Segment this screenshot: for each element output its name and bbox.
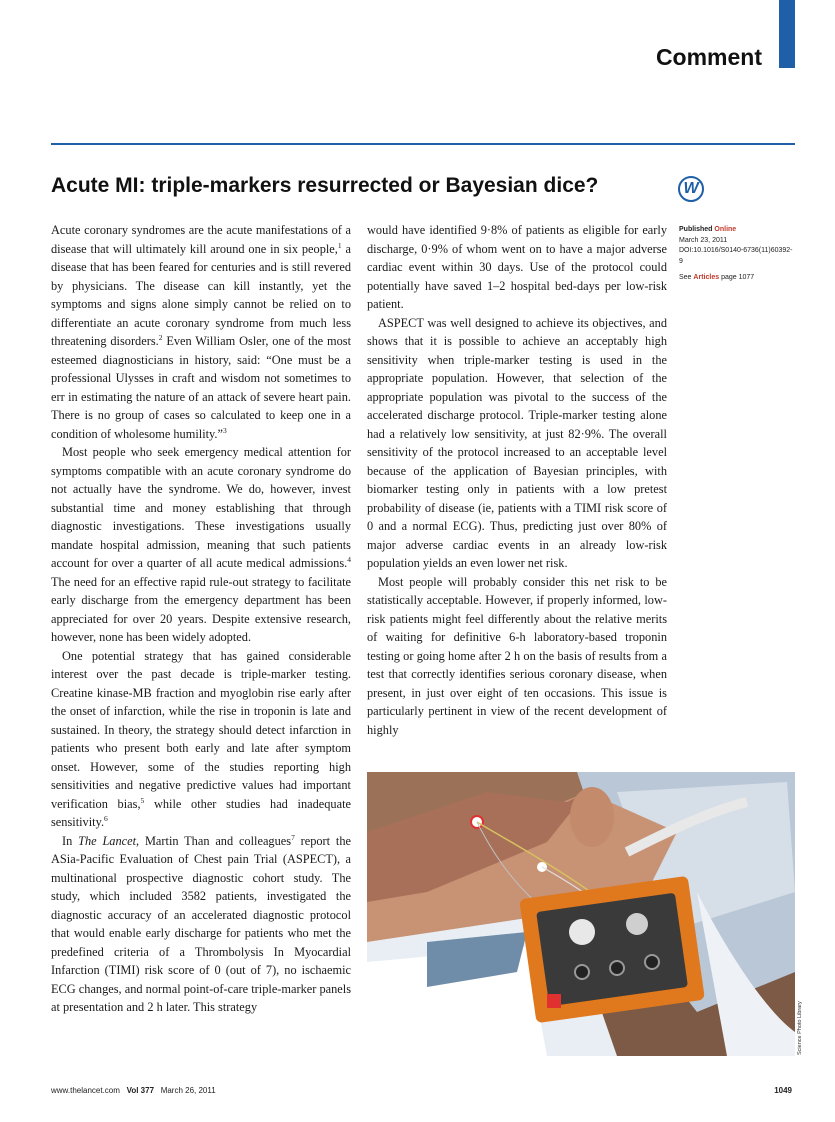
published-online-line — [679, 225, 794, 236]
articles-link[interactable]: Articles — [693, 274, 720, 281]
article-headline: Acute MI: triple-markers resurrected or Bayesian dice? — [51, 174, 599, 197]
see-label: See — [679, 274, 692, 281]
text: The need for an effective rapid rule-out strategy to facilitate early discharge from the emergency department has been appreciated for over 20 years. Despite extensive research, however, none has been widely adopted. — [51, 574, 351, 644]
page-reference: page 1077 — [721, 274, 755, 281]
published-date: March 23, 2011 — [679, 236, 728, 244]
reference-mark[interactable]: 3 — [223, 425, 227, 435]
photo-credit: Science Photo Library — [797, 1001, 803, 1055]
text: a disease that has been feared for centuries and is still revered by physicians. The disease can kill instantly, yet the symptoms and signs alone simply cannot be relied on to differentiate an acute coronary syndrome from much less threatening disorders. — [51, 241, 351, 348]
text: Most people who seek emergency medical attention for symptoms compatible with an acute coronary syndrome do not actually have the syndrome. We do, however, invest substantial time and money establishing that through diagnostic investigations. These investigations usually mandate hospital admission, meaning that such patients account for over a quarter of all acute medical admissions. — [51, 445, 351, 570]
patient-ecg-photo — [367, 772, 795, 1056]
doi[interactable]: DOI:10.1016/S0140-6736(11)60392-9 — [679, 247, 793, 265]
paragraph: ASPECT was well designed to achieve its objectives, and shows that it is possible to achieve an acceptably high sensitivity when triple-marker testing is used in the appropriate population. However, that selection of the appropriate population was pivotal to the success of the accelerated discharge protocol. Triple-marker testing alone had a relatively low sensitivity, at just 82·9%. The overall sensitivity of the protocol increased to an acceptable level because of the application of Bayesian principles, with biomarker testing only in patients with a low pretest probability of disease (ie, patients with a TIMI risk score of 0 and a normal ECG). Thus, predicting just over 80% of major adverse cardiac events in an already low-risk population yields an even lower net risk. — [367, 315, 667, 570]
page-number: 1049 — [774, 1086, 792, 1095]
text: while other studies had inadequate sensitivity. — [51, 796, 351, 829]
paragraph — [51, 221, 351, 443]
reference-mark[interactable]: 5 — [140, 795, 145, 805]
footer-citation — [51, 1086, 216, 1095]
paragraph: Most people will probably consider this net risk to be statistically acceptable. However, if properly informed, low-risk patients might feel differently about the relative merits of waiting for definitive 6-h laboratory-based troponin testing or going home after 2 h on the basis of results from a test that correctly identifies serious coronary disease, when present, in just over eight of ten occasions. This issue is particularly pertinent in view of the recent development of highly — [367, 574, 667, 737]
see-articles-line — [679, 273, 794, 284]
journal-name: The Lancet — [78, 833, 137, 848]
publication-sidenote — [679, 225, 794, 284]
text: Acute coronary syndromes are the acute manifestations of a disease that will ultimately kill around one in six people, — [51, 223, 351, 256]
footer-date: March 26, 2011 — [160, 1086, 216, 1095]
header-rule — [51, 143, 795, 145]
reference-mark[interactable]: 4 — [347, 554, 351, 564]
footer-site[interactable]: www.thelancet.com — [51, 1086, 120, 1095]
paragraph — [51, 443, 351, 647]
article-photo — [367, 772, 795, 1056]
online-label: Online — [714, 226, 737, 233]
lancet-w-logo-icon: W — [678, 176, 704, 202]
paragraph — [51, 832, 351, 1017]
accent-bar — [779, 0, 795, 68]
reference-mark[interactable]: 1 — [337, 240, 342, 250]
paragraph: would have identified 9·8% of patients as eligible for early discharge, 0·9% of whom went on to have a major adverse cardiac event within 30 days. Use of the protocol could potentially have saved 1–2 hospital bed-days per low-risk patient. — [367, 223, 667, 311]
reference-mark[interactable]: 6 — [104, 813, 108, 823]
text: Even William Osler, one of the most esteemed diagnosticians in history, said: “One must be a professional Ulysses in craft and wisdom not sometimes to err in estimating the nature of an attack of severe heart pain. There is no group of cases so calculated to keep one in a condition of wholesome humility.” — [51, 334, 352, 441]
reference-mark[interactable]: 7 — [291, 832, 295, 842]
reference-mark[interactable]: 2 — [158, 332, 163, 342]
text: In — [62, 833, 79, 848]
article-column-left — [51, 221, 351, 1017]
published-label: Published — [679, 226, 713, 233]
text: One potential strategy that has gained considerable interest over the past decade is triple-marker testing. Creatine kinase-MB fraction and myoglobin rise early after the onset of infarction, while the rise in troponin is late and sustained. In theory, the strategy should detect infarction in patients who present both early and late after symptom onset. However, some of the studies reporting high sensitivities and negative predictive values had important verification bias, — [51, 648, 351, 811]
section-label: Comment — [655, 44, 762, 70]
footer-volume: Vol 377 — [126, 1086, 155, 1095]
article-column-middle — [367, 221, 667, 739]
paragraph — [51, 647, 351, 832]
text: report the ASia-Pacific Evaluation of Chest pain Trial (ASPECT), a multinational prospective diagnostic cohort study. The study, which included 3582 patients, investigated the diagnostic accuracy of an accelerated diagnostic protocol that would enable early discharge for patients who met the predefined criteria of a Thrombolysis In Myocardial Infarction (TIMI) risk score of 0 (out of 7), no ischaemic ECG changes, and normal point-of-care triple-marker panels at presentation and 2 h later. This strategy — [51, 833, 351, 1014]
text: , Martin Than and colleagues — [136, 833, 292, 848]
